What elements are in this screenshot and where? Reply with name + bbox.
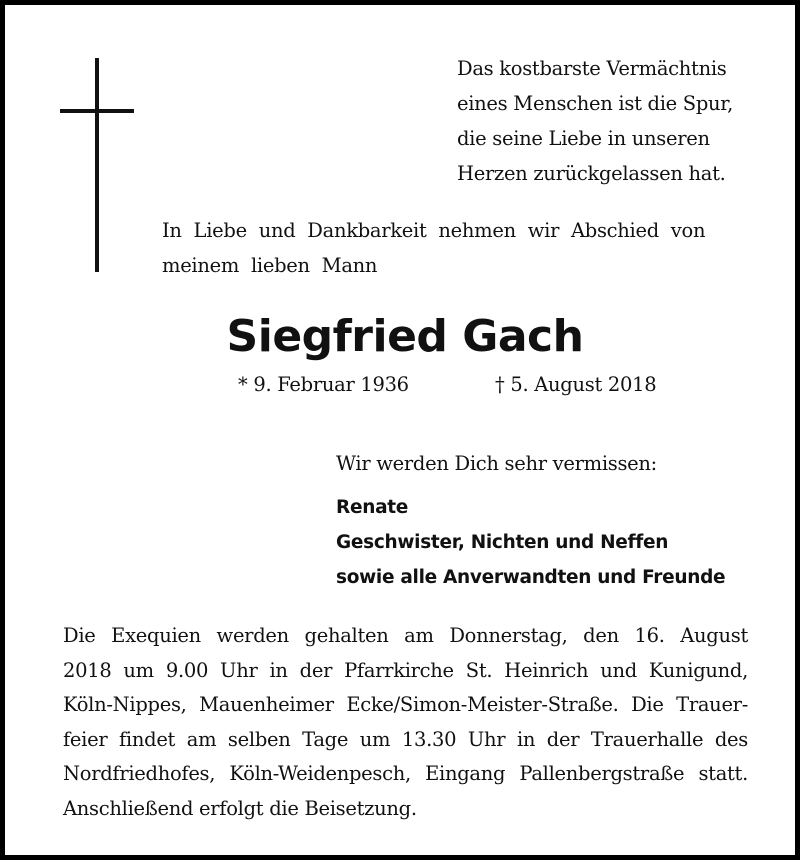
mourner-line: sowie alle Anverwandten und Freunde	[336, 567, 726, 588]
mourners-list	[336, 490, 725, 595]
quote-line: die seine Liebe in unseren	[457, 127, 710, 150]
deceased-name: Siegfried Gach	[226, 311, 584, 362]
service-line: Köln-Nippes, Mauenheimer Ecke/Simon-Meister-Straße. Die Trauer-	[63, 693, 748, 716]
mourner-line: Renate	[336, 497, 409, 518]
mourners-heading: Wir werden Dich sehr vermissen:	[336, 452, 657, 475]
death-date: † 5. August 2018	[495, 373, 657, 396]
quote-line: eines Menschen ist die Spur,	[457, 92, 734, 115]
farewell-intro	[162, 213, 752, 283]
service-line: Nordfriedhofes, Köln-Weidenpesch, Eingang Pallenbergstraße statt.	[63, 762, 748, 785]
intro-line: In Liebe und Dankbarkeit nehmen wir Abschied von	[162, 219, 706, 242]
memorial-quote	[457, 51, 777, 191]
birth-date: * 9. Februar 1936	[238, 373, 409, 396]
cross-icon-bar	[60, 109, 134, 113]
service-line: feier findet am selben Tage um 13.30 Uhr in der Trauerhalle des	[63, 727, 748, 751]
service-line: Die Exequien werden gehalten am Donnerstag, den 16. August	[63, 624, 748, 647]
mourner-line: Geschwister, Nichten und Neffen	[336, 532, 669, 553]
intro-line: meinem lieben Mann	[162, 254, 378, 277]
quote-line: Das kostbarste Vermächtnis	[457, 57, 727, 80]
quote-line: Herzen zurückgelassen hat.	[457, 162, 726, 185]
service-line: Anschließend erfolgt die Beisetzung.	[63, 796, 417, 820]
funeral-service-details	[63, 619, 748, 826]
service-line: 2018 um 9.00 Uhr in der Pfarrkirche St. Heinrich und Kunigund,	[63, 658, 748, 682]
cross-icon	[95, 58, 99, 272]
